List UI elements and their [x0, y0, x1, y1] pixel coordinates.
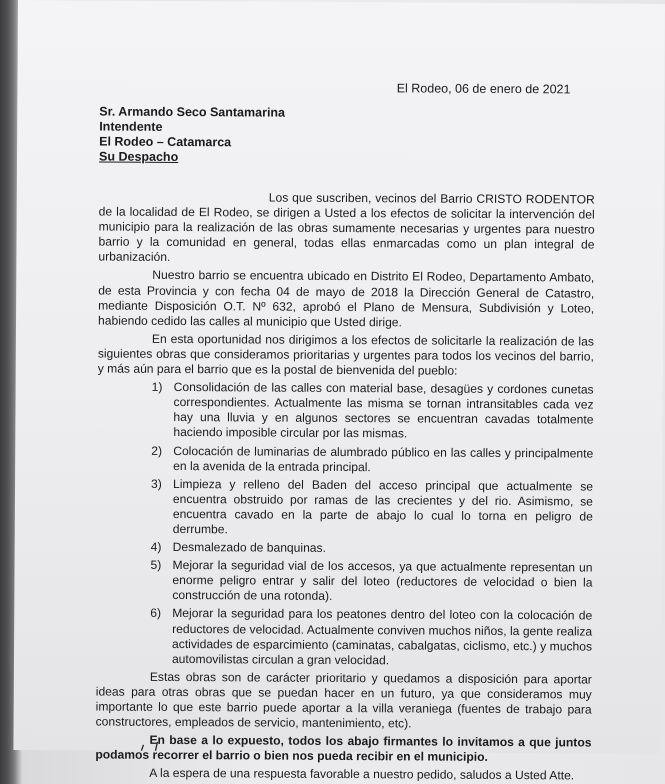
list-item-number: 2) — [151, 443, 163, 458]
signature-mark — [137, 739, 167, 751]
paragraph-intro: Los que suscriben, vecinos del Barrio CRISTO RODENTOR de la localidad de El Rodeo, se dirigen a Usted a los efectos de solicitar la intervención del municipio para la realización de las obras sumamente necesarias y urgentes para nuestro barrio y la comunidad en general, todas ellas enmarcadas como un plan integral de urbanización. — [98, 190, 595, 265]
recipient-place: El Rodeo – Catamarca — [99, 134, 232, 150]
paragraph-location: Nuestro barrio se encuentra ubicado en Distrito El Rodeo, Departamento Ambato, de esta Provincia y con fecha 04 de mayo de 2018 la Dirección General de Catastro, mediante Disposición O.T. Nº 632, aprobó el Plano de Mensura, Subdivisión y Loteo, habiendo cedido las calles al municipio que Usted dirige. — [98, 268, 595, 330]
paragraph-request: En esta oportunidad nos dirigimos a los efectos de solicitarle la realización de las siguientes obras que consideramos prioritarias y urgentes para todos los vecinos del barrio, y más aún para el barrio que es la postal de bienvenida del pueblo: — [97, 331, 594, 378]
list-item-text: Desmalezado de banquinas. — [172, 540, 326, 555]
recipient-name: Sr. Armando Seco Santamarina — [99, 104, 286, 120]
recipient-office: Su Despacho — [99, 149, 179, 164]
list-item — [151, 476, 594, 540]
paragraph-priority: Estas obras son de carácter prioritario y quedamos a disposición para aportar ideas para otras obras que se puedan hacer en un futuro, ya que consideramos muy importante lo que este barrio puede aportar a la villa veraniega (fuentes de trabajo para constructores, empleados de servicio, mantenimiento, etc). — [95, 669, 592, 731]
list-item-text: Mejorar la seguridad para los peatones dentro del loteo con la colocación de reductores de velocidad. Actualmente conviven muchos niños, la gente realiza actividades de esparcimiento (caminatas, cabalgatas, ciclismo, etc.) y muchos automovilistas circulan a gran velocidad. — [171, 606, 593, 667]
list-item-text: Colocación de luminarias de alumbrado público en las calles y principalmente en la avenida de la entrada principal. — [173, 443, 594, 474]
list-item — [150, 557, 593, 606]
list-item-text: Mejorar la seguridad vial de los accesos, ya que actualmente representan un enorme peligro entrar y salir del loteo (reductores de velocidad o bien la construcción de una rotonda). — [172, 558, 593, 604]
list-item-number: 3) — [151, 476, 162, 491]
letter-page — [13, 0, 665, 783]
list-item-number: 4) — [150, 539, 162, 554]
letter-body — [95, 189, 595, 783]
recipient-title: Intendente — [99, 119, 163, 134]
list-item — [150, 606, 593, 669]
paragraph-closing: A la espera de una respuesta favorable a nuestro pedido, saludos a Usted Atte. — [149, 766, 575, 783]
list-item-number: 5) — [150, 557, 162, 573]
letter-date: El Rodeo, 06 de enero de 2021 — [396, 81, 571, 97]
list-item — [151, 443, 594, 476]
recipient-block — [99, 104, 285, 165]
list-item-text: Consolidación de las calles con material base, desagües y cordones cunetas correspondientes. Actualmente las misma se tornan intransitables cada vez hay una lluvia y en algunos sectores se encuentran cavadas totalmente haciendo imposible circular por las mismas. — [173, 380, 594, 441]
list-item-number: 6) — [150, 606, 162, 621]
works-list — [96, 380, 594, 670]
list-item-number: 1) — [151, 379, 163, 395]
list-item — [151, 379, 594, 443]
list-item — [150, 539, 593, 558]
paragraph-invitation: En base a lo expuesto, todos los abajo firmantes lo invitamos a que juntos podamos recorrer el barrio o bien nos pueda recibir en el municipio. — [95, 733, 592, 765]
list-item-text: Limpieza y relleno del Baden del acceso principal que actualmente se encuentra obstruido por ramas de las crecientes y del rio. Asimismo, se encuentra cavado en la parte de abajo lo cual lo torna en peligro de derrumbe. — [172, 476, 594, 537]
